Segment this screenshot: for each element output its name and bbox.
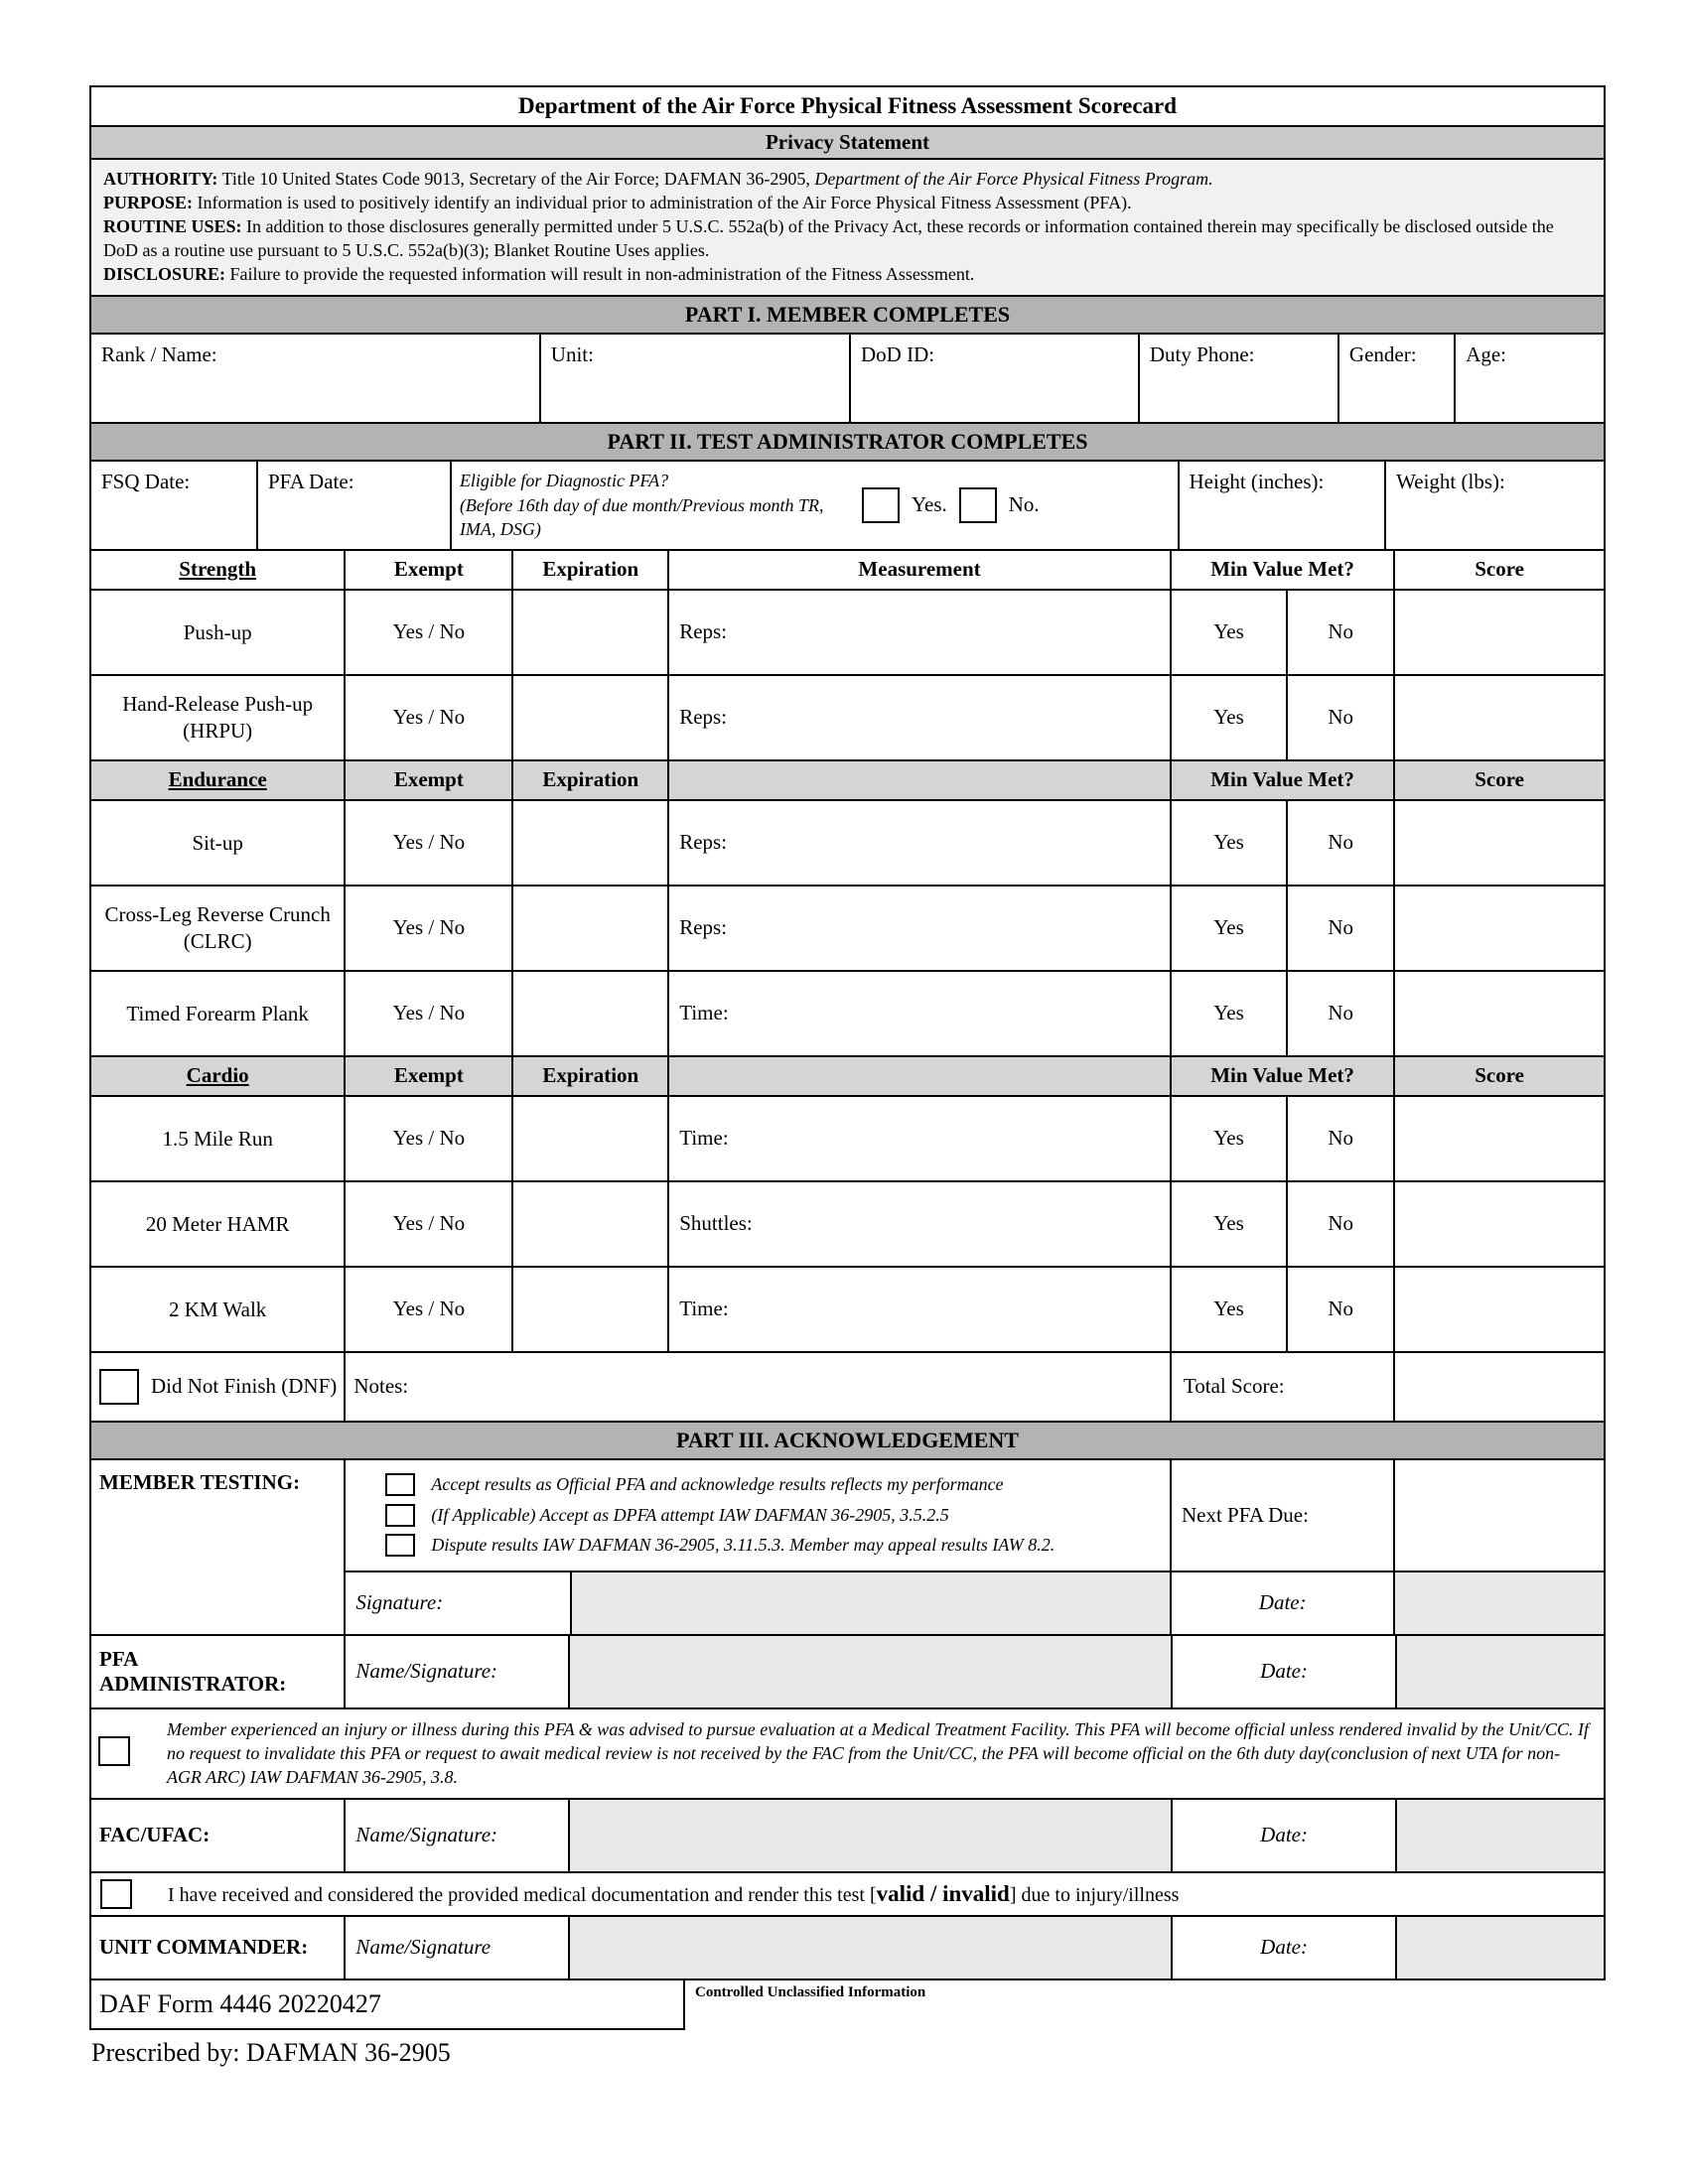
exempt-header: Exempt xyxy=(344,551,511,589)
height-field[interactable] xyxy=(1178,462,1385,549)
commander-name-signature-field[interactable] xyxy=(568,1917,1172,1979)
total-score-label-cell: Total Score: xyxy=(1170,1353,1393,1421)
pushup-score-cell[interactable] xyxy=(1393,591,1604,674)
injury-statement-text: Member experienced an injury or illness during this PFA & was advised to pursue evaluation at a Medical Treatment Facility. This PFA will become official unless rendered invalid by the Unit/CC. If no request to invalidate this PFA or request to await medical review is not received by the FAC from the Unit/CC, the PFA will become official on the 6th duty day(conclusion of next UTA for non-AGR ARC) IAW DAFMAN 36-2905, 3.8. xyxy=(167,1718,1589,1788)
pfa-administrator-label: PFA ADMINISTRATOR: xyxy=(99,1646,287,1696)
gender-label: Gender: xyxy=(1348,341,1417,366)
cardio-heading: Cardio xyxy=(186,1063,249,1088)
commander-date-field[interactable] xyxy=(1395,1917,1604,1979)
endurance-header-row xyxy=(91,759,1604,799)
diagnostic-eligibility-cell xyxy=(450,462,1178,549)
hamr-score-cell[interactable] xyxy=(1393,1182,1604,1266)
form-number-box xyxy=(89,1980,685,2030)
dnf-label: Did Not Finish (DNF) xyxy=(151,1374,338,1399)
member-signature-label: Signature: xyxy=(355,1590,444,1615)
notes-label: Notes: xyxy=(353,1374,409,1399)
fac-date-label: Date: xyxy=(1171,1800,1394,1871)
form-title: Department of the Air Force Physical Fitness Assessment Scorecard xyxy=(517,93,1178,118)
part1-heading: PART I. MEMBER COMPLETES xyxy=(91,295,1604,333)
dispute-results-label: Dispute results IAW DAFMAN 36-2905, 3.11.5.3. Member may appeal results IAW 8.2. xyxy=(431,1535,1055,1556)
injury-illness-checkbox[interactable] xyxy=(98,1736,130,1766)
pushup-row xyxy=(91,589,1604,674)
medical-documentation-row xyxy=(91,1871,1604,1915)
clrc-minmet-yes[interactable]: Yes xyxy=(1170,887,1286,970)
min-value-met-header: Min Value Met? xyxy=(1170,761,1393,799)
commander-date-label: Date: xyxy=(1171,1917,1394,1979)
accept-official-checkbox[interactable] xyxy=(385,1473,415,1496)
plank-name: Timed Forearm Plank xyxy=(126,1001,309,1025)
fac-ufac-row xyxy=(91,1798,1604,1871)
accept-official-label: Accept results as Official PFA and acknowledge results reflects my performance xyxy=(431,1474,1004,1495)
diagnostic-yes-checkbox[interactable] xyxy=(862,487,900,523)
walk-minmet-no[interactable]: No xyxy=(1286,1268,1393,1351)
hamr-measurement-cell[interactable]: Shuttles: xyxy=(667,1182,1170,1266)
privacy-routine-uses: ROUTINE USES: In addition to those disclosures generally permitted under 5 U.S.C. 552a(b) of the Privacy Act, these records or information contained therein may specifically be disclosed outside the DoD as a routine use pursuant to 5 U.S.C. 552a(b)(3); Blanket Routine Uses applies. xyxy=(103,215,1554,260)
duty-phone-label: Duty Phone: xyxy=(1149,341,1255,366)
pfa-date-field[interactable] xyxy=(256,462,450,549)
acknowledgement-options-row xyxy=(346,1460,1604,1570)
plank-exempt-cell[interactable]: Yes / No xyxy=(344,972,511,1055)
measurement-header-blank xyxy=(667,761,1170,799)
measurement-header: Measurement xyxy=(667,551,1170,589)
pushup-expiration-cell[interactable] xyxy=(511,591,667,674)
pushup-measurement-cell[interactable]: Reps: xyxy=(667,591,1170,674)
mile-run-score-cell[interactable] xyxy=(1393,1097,1604,1180)
hrpu-minmet-no[interactable]: No xyxy=(1286,676,1393,759)
dnf-cell xyxy=(91,1353,344,1421)
valid-invalid-choice[interactable]: valid / invalid xyxy=(876,1880,1010,1906)
pushup-minmet-yes[interactable]: Yes xyxy=(1170,591,1286,674)
accept-dpfa-option xyxy=(385,1504,1164,1527)
dod-id-field[interactable] xyxy=(849,335,1138,422)
situp-score-cell[interactable] xyxy=(1393,801,1604,885)
hrpu-score-cell[interactable] xyxy=(1393,676,1604,759)
fac-ufac-label: FAC/UFAC: xyxy=(99,1823,211,1847)
mile-run-minmet-no[interactable]: No xyxy=(1286,1097,1393,1180)
pfa-administrator-row xyxy=(91,1634,1604,1707)
member-date-field[interactable] xyxy=(1393,1572,1604,1634)
age-field[interactable] xyxy=(1454,335,1604,422)
pushup-name: Push-up xyxy=(183,619,252,644)
strength-heading: Strength xyxy=(179,557,257,582)
score-header: Score xyxy=(1393,1057,1604,1095)
total-score-cell[interactable] xyxy=(1393,1353,1604,1421)
exempt-header: Exempt xyxy=(344,761,511,799)
situp-name: Sit-up xyxy=(192,830,243,855)
plank-minmet-yes[interactable]: Yes xyxy=(1170,972,1286,1055)
pushup-exempt-cell[interactable]: Yes / No xyxy=(344,591,511,674)
situp-exempt-cell[interactable]: Yes / No xyxy=(344,801,511,885)
unit-field[interactable] xyxy=(539,335,849,422)
admin-name-signature-field[interactable] xyxy=(568,1636,1172,1707)
admin-name-signature-label: Name/Signature: xyxy=(344,1636,567,1707)
exempt-header: Exempt xyxy=(344,1057,511,1095)
walk-exempt-cell[interactable]: Yes / No xyxy=(344,1268,511,1351)
endurance-heading: Endurance xyxy=(168,767,267,792)
mile-run-row xyxy=(91,1095,1604,1180)
weight-label: Weight (lbs): xyxy=(1396,469,1505,493)
situp-minmet-yes[interactable]: Yes xyxy=(1170,801,1286,885)
privacy-authority: AUTHORITY: Title 10 United States Code 9013, Secretary of the Air Force; DAFMAN 36-2905, Department of the Air Force Physical Fitness Program. xyxy=(103,169,1213,189)
hrpu-expiration-cell[interactable] xyxy=(511,676,667,759)
privacy-statement-heading: Privacy Statement xyxy=(91,125,1604,158)
walk-row xyxy=(91,1266,1604,1351)
age-label: Age: xyxy=(1466,341,1507,366)
situp-expiration-cell[interactable] xyxy=(511,801,667,885)
clrc-expiration-cell[interactable] xyxy=(511,887,667,970)
hrpu-measurement-cell[interactable]: Reps: xyxy=(667,676,1170,759)
part1-fields xyxy=(91,333,1604,422)
gender-field[interactable] xyxy=(1337,335,1454,422)
accept-dpfa-label: (If Applicable) Accept as DPFA attempt IAW DAFMAN 36-2905, 3.5.2.5 xyxy=(431,1504,949,1525)
dnf-row xyxy=(91,1351,1604,1421)
clrc-score-cell[interactable] xyxy=(1393,887,1604,970)
plank-row xyxy=(91,970,1604,1055)
plank-measurement-cell[interactable]: Time: xyxy=(667,972,1170,1055)
member-date-label: Date: xyxy=(1170,1572,1393,1634)
next-pfa-due-label-cell: Next PFA Due: xyxy=(1170,1460,1393,1570)
dispute-results-option xyxy=(385,1534,1164,1557)
unit-commander-label: UNIT COMMANDER: xyxy=(99,1935,309,1960)
min-value-met-header: Min Value Met? xyxy=(1170,551,1393,589)
prescribed-by: Prescribed by: DAFMAN 36-2905 xyxy=(91,2037,451,2067)
pushup-minmet-no[interactable]: No xyxy=(1286,591,1393,674)
hrpu-row xyxy=(91,674,1604,759)
part3-heading: PART III. ACKNOWLEDGEMENT xyxy=(91,1421,1604,1458)
situp-minmet-no[interactable]: No xyxy=(1286,801,1393,885)
diagnostic-eligibility-text: Eligible for Diagnostic PFA? (Before 16th day of due month/Previous month TR, IMA, DSG) xyxy=(459,471,824,539)
clrc-exempt-cell[interactable]: Yes / No xyxy=(344,887,511,970)
injury-statement-row xyxy=(91,1707,1604,1798)
walk-score-cell[interactable] xyxy=(1393,1268,1604,1351)
walk-name: 2 KM Walk xyxy=(169,1297,267,1321)
duty-phone-field[interactable] xyxy=(1138,335,1337,422)
diagnostic-no-label: No. xyxy=(1008,492,1040,517)
score-header: Score xyxy=(1393,761,1604,799)
mile-run-name: 1.5 Mile Run xyxy=(162,1126,273,1151)
unit-commander-row xyxy=(91,1915,1604,1979)
mile-run-minmet-yes[interactable]: Yes xyxy=(1170,1097,1286,1180)
hamr-expiration-cell[interactable] xyxy=(511,1182,667,1266)
clrc-measurement-cell[interactable]: Reps: xyxy=(667,887,1170,970)
hamr-minmet-no[interactable]: No xyxy=(1286,1182,1393,1266)
weight-field[interactable] xyxy=(1384,462,1604,549)
fac-date-field[interactable] xyxy=(1395,1800,1604,1871)
fac-name-signature-label: Name/Signature: xyxy=(344,1800,567,1871)
expiration-header: Expiration xyxy=(511,761,667,799)
pfa-date-label: PFA Date: xyxy=(268,469,354,493)
hrpu-minmet-yes[interactable]: Yes xyxy=(1170,676,1286,759)
notes-cell[interactable] xyxy=(344,1353,1170,1421)
hamr-row xyxy=(91,1180,1604,1266)
strength-header-row xyxy=(91,549,1604,589)
min-value-met-header: Min Value Met? xyxy=(1170,1057,1393,1095)
walk-measurement-cell[interactable]: Time: xyxy=(667,1268,1170,1351)
walk-minmet-yes[interactable]: Yes xyxy=(1170,1268,1286,1351)
admin-date-field[interactable] xyxy=(1395,1636,1604,1707)
clrc-minmet-no[interactable]: No xyxy=(1286,887,1393,970)
privacy-disclosure: DISCLOSURE: Failure to provide the requested information will result in non-administration of the Fitness Assessment. xyxy=(103,263,975,284)
height-label: Height (inches): xyxy=(1189,469,1325,493)
expiration-header: Expiration xyxy=(511,551,667,589)
privacy-purpose: PURPOSE: Information is used to positively identify an individual prior to administration of the Air Force Physical Fitness Assessment (PFA). xyxy=(103,192,1132,212)
diagnostic-yes-label: Yes. xyxy=(911,492,947,517)
admin-date-label: Date: xyxy=(1171,1636,1394,1707)
member-signature-row xyxy=(346,1570,1604,1634)
fac-name-signature-field[interactable] xyxy=(568,1800,1172,1871)
diagnostic-no-checkbox[interactable] xyxy=(959,487,997,523)
part2-heading: PART II. TEST ADMINISTRATOR COMPLETES xyxy=(91,422,1604,460)
form-footer xyxy=(89,1980,1688,2030)
member-signature-field[interactable] xyxy=(570,1572,1170,1634)
unit-label: Unit: xyxy=(550,341,594,366)
accept-dpfa-checkbox[interactable] xyxy=(385,1504,415,1527)
pfa-scorecard-form xyxy=(89,85,1606,1980)
walk-expiration-cell[interactable] xyxy=(511,1268,667,1351)
member-testing-label: MEMBER TESTING: xyxy=(99,1469,301,1494)
part2-fields xyxy=(91,460,1604,549)
expiration-header: Expiration xyxy=(511,1057,667,1095)
privacy-statement-body xyxy=(91,158,1604,295)
next-pfa-due-field[interactable] xyxy=(1393,1460,1604,1570)
plank-score-cell[interactable] xyxy=(1393,972,1604,1055)
plank-expiration-cell[interactable] xyxy=(511,972,667,1055)
medical-documentation-text: I have received and considered the provided medical documentation and render this test [valid / invalid] due to injury/illness xyxy=(168,1880,1180,1906)
situp-measurement-cell[interactable]: Reps: xyxy=(667,801,1170,885)
score-header: Score xyxy=(1393,551,1604,589)
cardio-header-row xyxy=(91,1055,1604,1095)
medical-documentation-checkbox[interactable] xyxy=(100,1879,132,1909)
clrc-row xyxy=(91,885,1604,970)
mile-run-exempt-cell[interactable]: Yes / No xyxy=(344,1097,511,1180)
mile-run-expiration-cell[interactable] xyxy=(511,1097,667,1180)
hamr-exempt-cell[interactable]: Yes / No xyxy=(344,1182,511,1266)
dispute-results-checkbox[interactable] xyxy=(385,1534,415,1557)
clrc-name: Cross-Leg Reverse Crunch (CLRC) xyxy=(104,902,331,953)
hrpu-name: Hand-Release Push-up (HRPU) xyxy=(122,692,314,743)
mile-run-measurement-cell[interactable]: Time: xyxy=(667,1097,1170,1180)
hrpu-exempt-cell[interactable]: Yes / No xyxy=(344,676,511,759)
form-number: DAF Form 4446 20220427 xyxy=(99,1988,381,2018)
plank-minmet-no[interactable]: No xyxy=(1286,972,1393,1055)
acknowledgement-options xyxy=(346,1460,1170,1570)
accept-official-option xyxy=(385,1473,1164,1496)
hamr-minmet-yes[interactable]: Yes xyxy=(1170,1182,1286,1266)
commander-name-signature-label: Name/Signature xyxy=(344,1917,567,1979)
situp-row xyxy=(91,799,1604,885)
rank-name-field[interactable] xyxy=(91,335,539,422)
rank-name-label: Rank / Name: xyxy=(101,341,217,366)
dod-id-label: DoD ID: xyxy=(861,341,935,366)
member-testing-section xyxy=(91,1458,1604,1634)
hamr-name: 20 Meter HAMR xyxy=(145,1211,290,1236)
measurement-header-blank xyxy=(667,1057,1170,1095)
cui-label: Controlled Unclassified Information xyxy=(695,1983,926,2000)
fsq-date-label: FSQ Date: xyxy=(101,469,191,493)
dnf-checkbox[interactable] xyxy=(99,1369,139,1405)
fsq-date-field[interactable] xyxy=(91,462,256,549)
